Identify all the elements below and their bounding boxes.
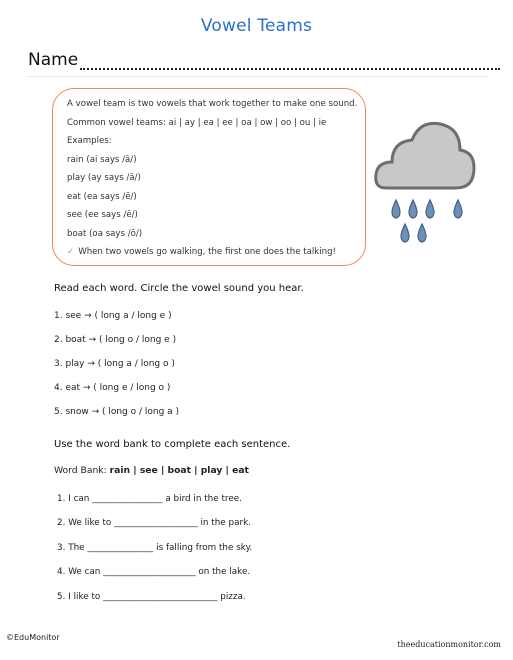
question-4[interactable]: 4. eat → ( long e / long o ) [54,383,171,393]
question-3[interactable]: 3. play → ( long a / long o ) [54,359,175,369]
word-bank-label: Word Bank: [54,465,110,476]
page-title: Vowel Teams [200,16,313,36]
sentence-1[interactable]: 1. I can ________________ a bird in the tree. [57,494,242,504]
raindrops-icon [392,200,462,242]
info-tip [67,243,365,262]
info-example-play: play (ay says /ā/) [67,173,141,183]
section1-heading: Read each word. Circle the vowel sound you hear. [54,283,304,294]
info-definition: A vowel team is two vowels that work together to make one sound. [67,99,358,109]
name-writing-line[interactable] [80,68,500,70]
copyright: ©EduMonitor [6,633,60,642]
question-5[interactable]: 5. snow → ( long o / long a ) [54,407,180,417]
name-field[interactable] [28,50,488,76]
info-example-boat: boat (oa says /ō/) [67,228,143,239]
name-label: Name [28,50,79,70]
info-example-see: see (ee says /ē/) [67,210,138,220]
question-1[interactable]: 1. see → ( long a / long e ) [54,311,172,321]
vowel-team-info-box [52,88,366,266]
check-icon: ✓ [67,247,75,257]
info-example-rain: rain (ai says /ā/) [67,154,137,165]
sentence-4[interactable]: 4. We can _____________________ on the lake. [57,567,251,577]
section2-heading: Use the word bank to complete each sentence. [54,439,291,450]
sentence-3[interactable]: 3. The _______________ is falling from the sky. [57,543,253,553]
website-link[interactable]: theeducationmonitor.com [397,640,501,649]
rain-cloud-icon [372,108,480,254]
word-bank [54,465,249,476]
word-bank-words: rain | see | boat | play | eat [109,465,249,476]
divider [28,76,488,77]
info-example-eat: eat (ea says /ē/) [67,191,137,202]
info-examples-label: Examples: [67,136,112,146]
sentence-2[interactable]: 2. We like to ___________________ in the park. [57,518,251,528]
tip-text: When two vowels go walking, the first one does the talking! [78,247,336,257]
question-2[interactable]: 2. boat → ( long o / long e ) [54,335,177,345]
info-common-teams: Common vowel teams: ai | ay | ea | ee | oa | ow | oo | ou | ie [67,117,327,128]
sentence-5[interactable]: 5. I like to __________________________ pizza. [57,592,246,602]
